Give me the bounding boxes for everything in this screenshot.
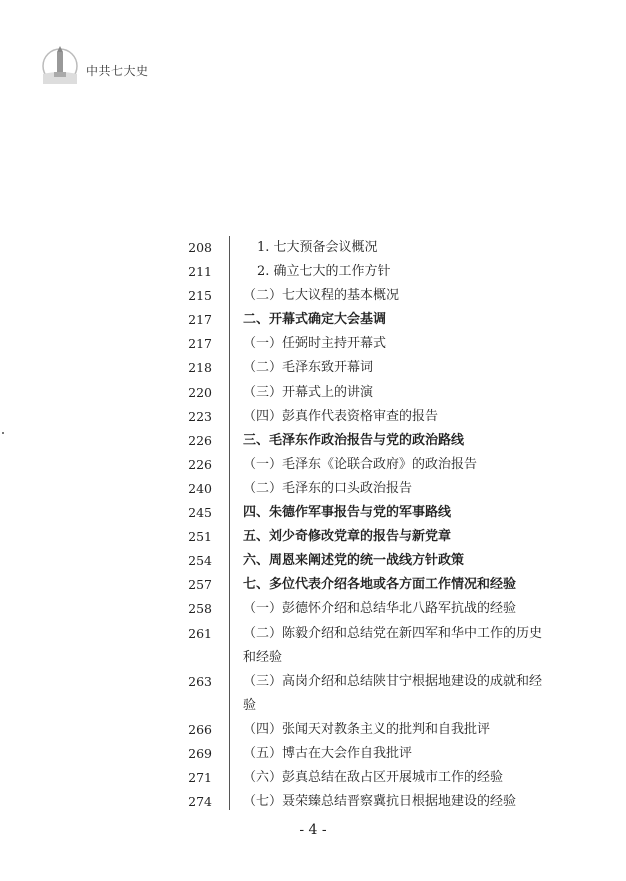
toc-page-number: 254: [188, 553, 212, 569]
toc-page-number: 263: [188, 673, 212, 689]
toc-entry[interactable]: [0, 308, 626, 332]
toc-entry[interactable]: [0, 718, 626, 742]
toc-page-number: 226: [188, 432, 212, 448]
toc-page-number: 211: [188, 264, 212, 280]
toc-entry-title: 1. 七大预备会议概况: [257, 240, 378, 255]
toc-entry-title: （三）开幕式上的讲演: [243, 384, 374, 400]
toc-section-title: 五、刘少奇修改党章的报告与新党章: [243, 529, 452, 545]
toc-entry-title: （一）彭德怀介绍和总结华北八路军抗战的经验: [243, 601, 517, 617]
toc-section-title: 三、毛泽东作政治报告与党的政治路线: [243, 432, 465, 448]
toc-section-title: 七、多位代表介绍各地或各方面工作情况和经验: [243, 577, 517, 593]
toc-page-number: 215: [188, 288, 212, 304]
page-number: - 4 -: [299, 822, 327, 838]
toc-section-title: 四、朱德作军事报告与党的军事路线: [243, 505, 452, 521]
toc-page-number: 257: [188, 577, 212, 593]
toc-entry[interactable]: [0, 381, 626, 405]
toc-entry[interactable]: [0, 525, 626, 549]
toc-entry-title: （二）七大议程的基本概况: [243, 288, 400, 304]
toc-entry[interactable]: [0, 405, 626, 429]
toc-entry[interactable]: [0, 790, 626, 814]
toc-page-number: 271: [188, 770, 212, 786]
toc-entry-title: （七）聂荣臻总结晋察冀抗日根据地建设的经验: [243, 794, 517, 810]
toc-page-number: 266: [188, 721, 212, 737]
toc-entry-title: （五）博古在大会作自我批评: [243, 745, 413, 761]
toc-entry[interactable]: [0, 549, 626, 573]
toc-entry[interactable]: [0, 236, 626, 260]
toc-page-number: 217: [188, 336, 212, 352]
toc-section-title: 六、周恩来阐述党的统一战线方针政策: [243, 553, 465, 569]
toc-page-number: 269: [188, 745, 212, 761]
toc-entry-title: （二）毛泽东致开幕词: [243, 360, 374, 376]
toc-page-number: 218: [188, 360, 212, 376]
toc-page-number: 208: [188, 240, 212, 255]
toc-entry[interactable]: [0, 260, 626, 284]
toc-entry-title: （三）高岗介绍和总结陕甘宁根据地建设的成就和经验: [243, 673, 543, 713]
toc-page-number: 223: [188, 408, 212, 424]
toc-page-number: 251: [188, 529, 212, 545]
toc-entry-title: （一）毛泽东《论联合政府》的政治报告: [243, 456, 478, 472]
toc-page-number: 245: [188, 505, 212, 521]
toc-entry[interactable]: [0, 597, 626, 621]
pagoda-logo-icon: [40, 44, 80, 84]
toc-page-number: 220: [188, 384, 212, 400]
toc-entry[interactable]: [0, 573, 626, 597]
toc-entry[interactable]: [0, 766, 626, 790]
toc-section-title: 二、开幕式确定大会基调: [243, 312, 387, 328]
toc-entry[interactable]: [0, 622, 626, 670]
header-title: 中共七大史: [86, 63, 149, 78]
toc-page-number: 226: [188, 456, 212, 472]
toc-entry-title: （四）张闻天对教条主义的批判和自我批评: [243, 721, 491, 737]
toc-entry[interactable]: [0, 284, 626, 308]
toc-entry-title: （二）陈毅介绍和总结党在新四军和华中工作的历史和经验: [243, 625, 543, 665]
toc-page-number: 258: [188, 601, 212, 617]
toc-entry-title: （六）彭真总结在敌占区开展城市工作的经验: [243, 770, 504, 786]
toc-entry-title: 2. 确立七大的工作方针: [257, 264, 391, 280]
toc-page-number: 261: [188, 625, 212, 641]
toc-entry[interactable]: [0, 453, 626, 477]
toc-entry-title: （一）任弼时主持开幕式: [243, 336, 387, 352]
toc-entry[interactable]: [0, 742, 626, 766]
toc-entry[interactable]: [0, 429, 626, 453]
toc-entry-title: （四）彭真作代表资格审查的报告: [243, 408, 439, 424]
toc-entry[interactable]: [0, 332, 626, 356]
toc-entry[interactable]: [0, 670, 626, 718]
toc-entry[interactable]: [0, 477, 626, 501]
toc-page-number: 240: [188, 480, 212, 496]
toc-page-number: 274: [188, 794, 212, 810]
toc-page-number: 217: [188, 312, 212, 328]
table-of-contents: [0, 236, 626, 814]
toc-entry[interactable]: [0, 501, 626, 525]
toc-entry[interactable]: [0, 356, 626, 380]
toc-entry-title: （二）毛泽东的口头政治报告: [243, 480, 413, 496]
running-header: [40, 44, 149, 84]
